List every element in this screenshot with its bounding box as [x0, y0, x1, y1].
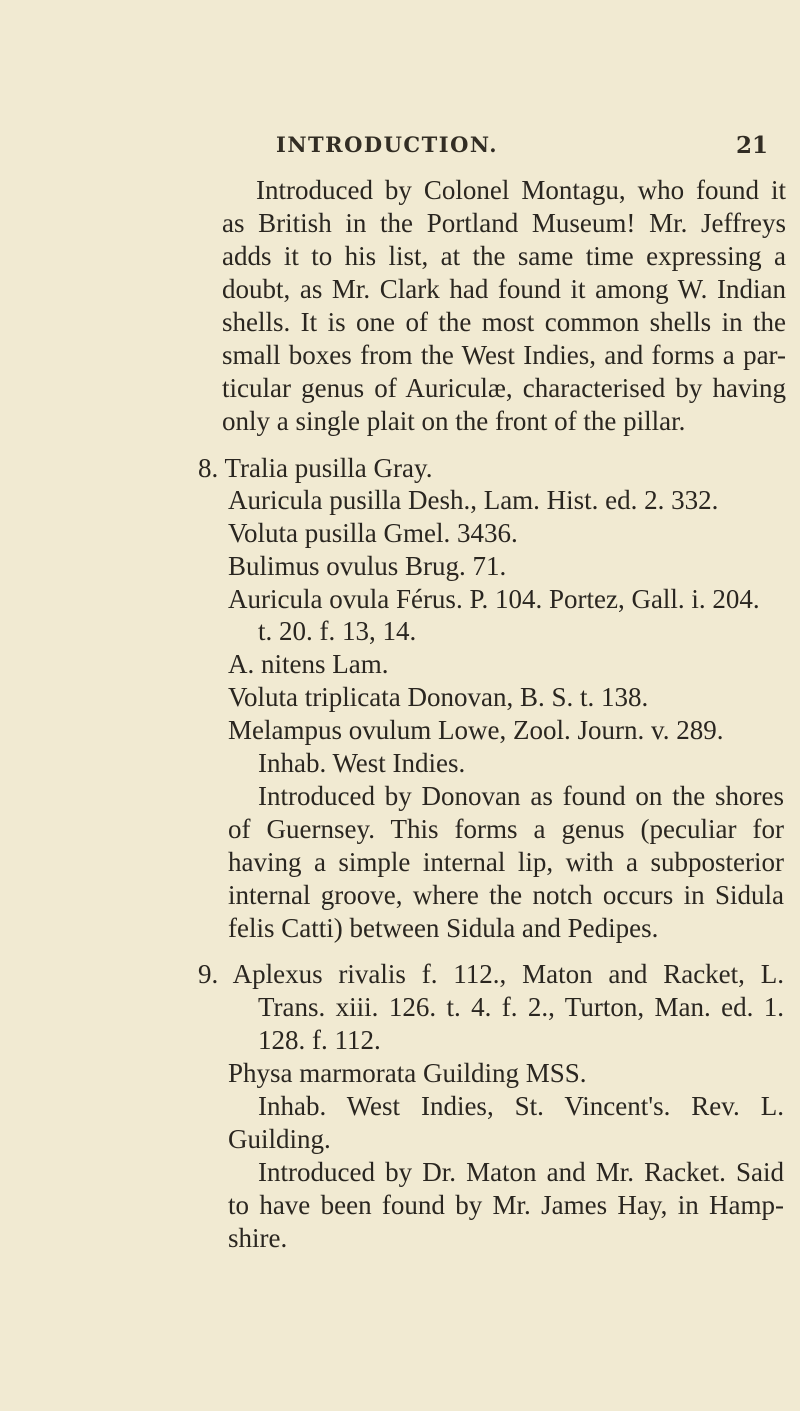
text-line: to have been found by Mr. James Hay, in Hamp-: [228, 1190, 784, 1220]
text-line: doubt, as Mr. Clark had found it among W. Indian: [222, 274, 786, 304]
text-line: Introduced by Dr. Maton and Mr. Racket. Said: [258, 1157, 784, 1187]
text-line: only a single plait on the front of the pillar.: [222, 406, 686, 436]
text-line: shire.: [228, 1223, 288, 1253]
synonym-line: Physa marmorata Guilding MSS.: [228, 1058, 587, 1088]
page-header: [0, 132, 800, 166]
synonym-line: A. nitens Lam.: [228, 649, 389, 679]
text-line: small boxes from the West Indies, and forms a par-: [222, 340, 786, 370]
habitat-line: Inhab. West Indies, St. Vincent's. Rev. L.: [258, 1091, 784, 1121]
text-line: ticular genus of Auriculæ, characterised by having: [222, 373, 786, 403]
synonym-line: Voluta pusilla Gmel. 3436.: [228, 518, 518, 548]
text-line: Introduced by Donovan as found on the shores: [258, 781, 784, 811]
text-line: of Guernsey. This forms a genus (peculiar for: [228, 814, 784, 844]
synonym-line: Auricula ovula Férus. P. 104. Portez, Gall. i. 204.: [228, 584, 760, 614]
running-head: INTRODUCTION.: [276, 132, 499, 157]
text-line: felis Catti) between Sidula and Pedipes.: [228, 913, 659, 943]
synonym-line: 128. f. 112.: [258, 1025, 381, 1055]
text-line: Introduced by Colonel Montagu, who found it: [256, 175, 786, 205]
entry-heading: 8. Tralia pusilla Gray.: [198, 453, 433, 483]
text-line: having a simple internal lip, with a subposterior: [228, 847, 784, 877]
text-line: adds it to his list, at the same time expressing a: [222, 241, 786, 271]
habitat-line: Guilding.: [228, 1124, 331, 1154]
text-line: as British in the Portland Museum! Mr. Jeffreys: [222, 208, 786, 238]
synonym-line: Auricula pusilla Desh., Lam. Hist. ed. 2. 332.: [228, 485, 719, 515]
synonym-line: Voluta triplicata Donovan, B. S. t. 138.: [228, 682, 649, 712]
synonym-line: Trans. xiii. 126. t. 4. f. 2., Turton, Man. ed. 1.: [258, 992, 784, 1022]
synonym-line: t. 20. f. 13, 14.: [258, 616, 417, 646]
habitat-line: Inhab. West Indies.: [258, 748, 466, 778]
text-line: internal groove, where the notch occurs in Sidula: [228, 880, 784, 910]
synonym-line: Melampus ovulum Lowe, Zool. Journ. v. 289.: [228, 715, 724, 745]
page-number: 21: [736, 132, 769, 159]
synonym-line: Bulimus ovulus Brug. 71.: [228, 551, 507, 581]
entry-heading: 9. Aplexus rivalis f. 112., Maton and Racket, L.: [198, 959, 784, 989]
text-line: shells. It is one of the most common shells in the: [222, 307, 786, 337]
